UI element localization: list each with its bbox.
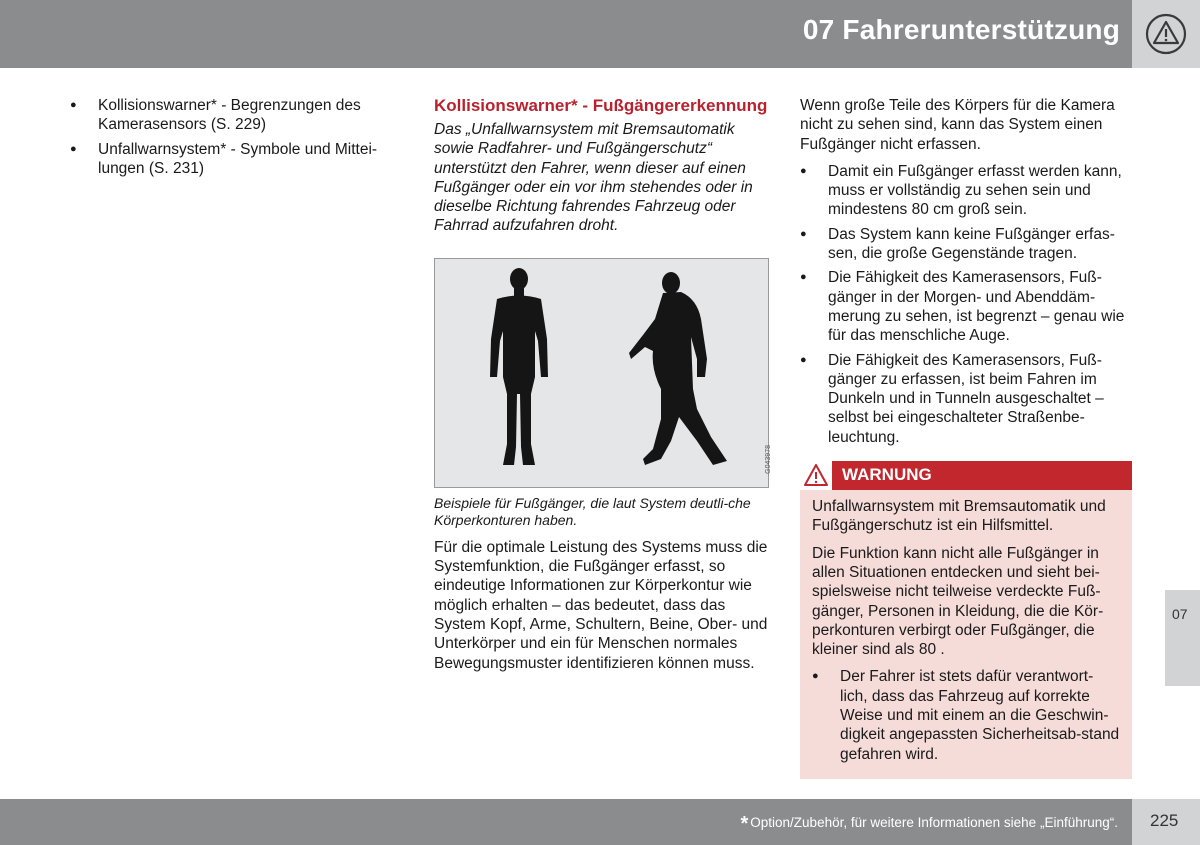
warning-icon-box: [800, 461, 832, 490]
chapter-side-tab: [1165, 590, 1200, 686]
warning-title: WARNUNG: [842, 465, 932, 485]
list-item: ● Kollisionswarner* - Begrenzungen des Kamerasensors (S. 229): [70, 96, 395, 135]
page-number: 225: [1150, 811, 1179, 830]
warning-header: [800, 461, 1132, 490]
chapter-title: 07 Fahrerunterstützung: [802, 14, 1120, 45]
warning-triangle-icon: [1145, 13, 1187, 55]
reference-list: [70, 96, 395, 178]
chapter-icon-box: [1132, 0, 1200, 68]
pedestrian-figure: [434, 258, 772, 488]
column-left: [70, 96, 395, 183]
intro-text: Das „Unfallwarnsystem mit Bremsautomatik sowie Radfahrer- und Fußgängerschutz“ unterstützt den Fahrer, wenn dieser auf einen Fußgänger oder ein vor ihm stehendes oder in dieselbe Richtung fahrendes Fahrzeug oder Fahrrad aufzufahren droht.: [434, 121, 753, 235]
footnote-star: *: [740, 813, 749, 835]
footnote-text: Option/Zubehör, für weitere Informationen siehe „Einführung“.: [750, 815, 1118, 830]
warning-body: [800, 490, 1132, 779]
footer-note: [740, 813, 1118, 836]
list-item: ● Der Fahrer ist stets dafür verantwort-lich, dass das Fahrzeug auf korrekte Weise und mit einem an die Geschwin-digkeit angepassten Sicherheitsab-stand gefahren wird.: [812, 667, 1120, 763]
list-item: ● Die Fähigkeit des Kamerasensors, Fuß-gänger zu erfassen, ist beim Fahren im Dunkeln und in Tunneln ausgeschaltet – selbst bei eingeschalteter Straßenbe-leuchtung.: [800, 351, 1133, 447]
pedestrian-silhouettes-illustration: [435, 259, 768, 487]
warning-box: [800, 461, 1132, 779]
chapter-header: [0, 0, 1132, 68]
column-middle: [434, 96, 772, 688]
warning-triangle-icon: [803, 463, 829, 488]
intro-paragraph: Wenn große Teile des Körpers für die Kamera nicht zu sehen sind, kann das System einen Fußgänger nicht erfassen.: [800, 97, 1115, 153]
page-footer: [0, 799, 1132, 845]
section-heading: Kollisionswarner* - Fußgängererkennung: [434, 96, 768, 115]
list-item: ● Unfallwarnsystem* - Symbole und Mittei-lungen (S. 231): [70, 140, 395, 179]
limitations-list: [800, 162, 1133, 447]
figure-code: G043978: [765, 444, 772, 474]
figure-caption: Beispiele für Fußgänger, die laut System deutli-che Körperkonturen haben.: [434, 494, 751, 528]
page-number-box: [1132, 799, 1200, 845]
warning-paragraph: Die Funktion kann nicht alle Fußgänger in allen Situationen entdecken und sieht bei-spielsweise nicht teilweise verdeckte Fuß-gänger, Personen in Kleidung, die die Kör-perkonturen verbirgt oder Fußgänger, die kleiner sind als 80 .: [812, 544, 1104, 659]
side-tab-label: 07: [1172, 606, 1188, 622]
list-item: ● Damit ein Fußgänger erfasst werden kann, muss er vollständig zu sehen sein und mindestens 80 cm groß sein.: [800, 162, 1133, 220]
list-item: ● Das System kann keine Fußgänger erfas-sen, die große Gegenstände tragen.: [800, 225, 1133, 264]
warning-paragraph: Unfallwarnsystem mit Bremsautomatik und Fußgängerschutz ist ein Hilfsmittel.: [812, 498, 1106, 535]
body-paragraph: Für die optimale Leistung des Systems muss die Systemfunktion, die Fußgänger erfasst, so eindeutige Informationen zur Körperkontur wie möglich erhalten – das bedeutet, dass das System Kopf, Arme, Schultern, Beine, Ober- und Unterkörper und ein für Menschen normales Bewegungsmuster identifizieren können muss.: [434, 538, 768, 672]
column-right: [800, 96, 1133, 779]
list-item: ● Die Fähigkeit des Kamerasensors, Fuß-gänger in der Morgen- und Abenddäm-merung zu sehen, ist begrenzt – genau wie für das menschliche Auge.: [800, 268, 1133, 345]
warning-list: [812, 667, 1120, 763]
